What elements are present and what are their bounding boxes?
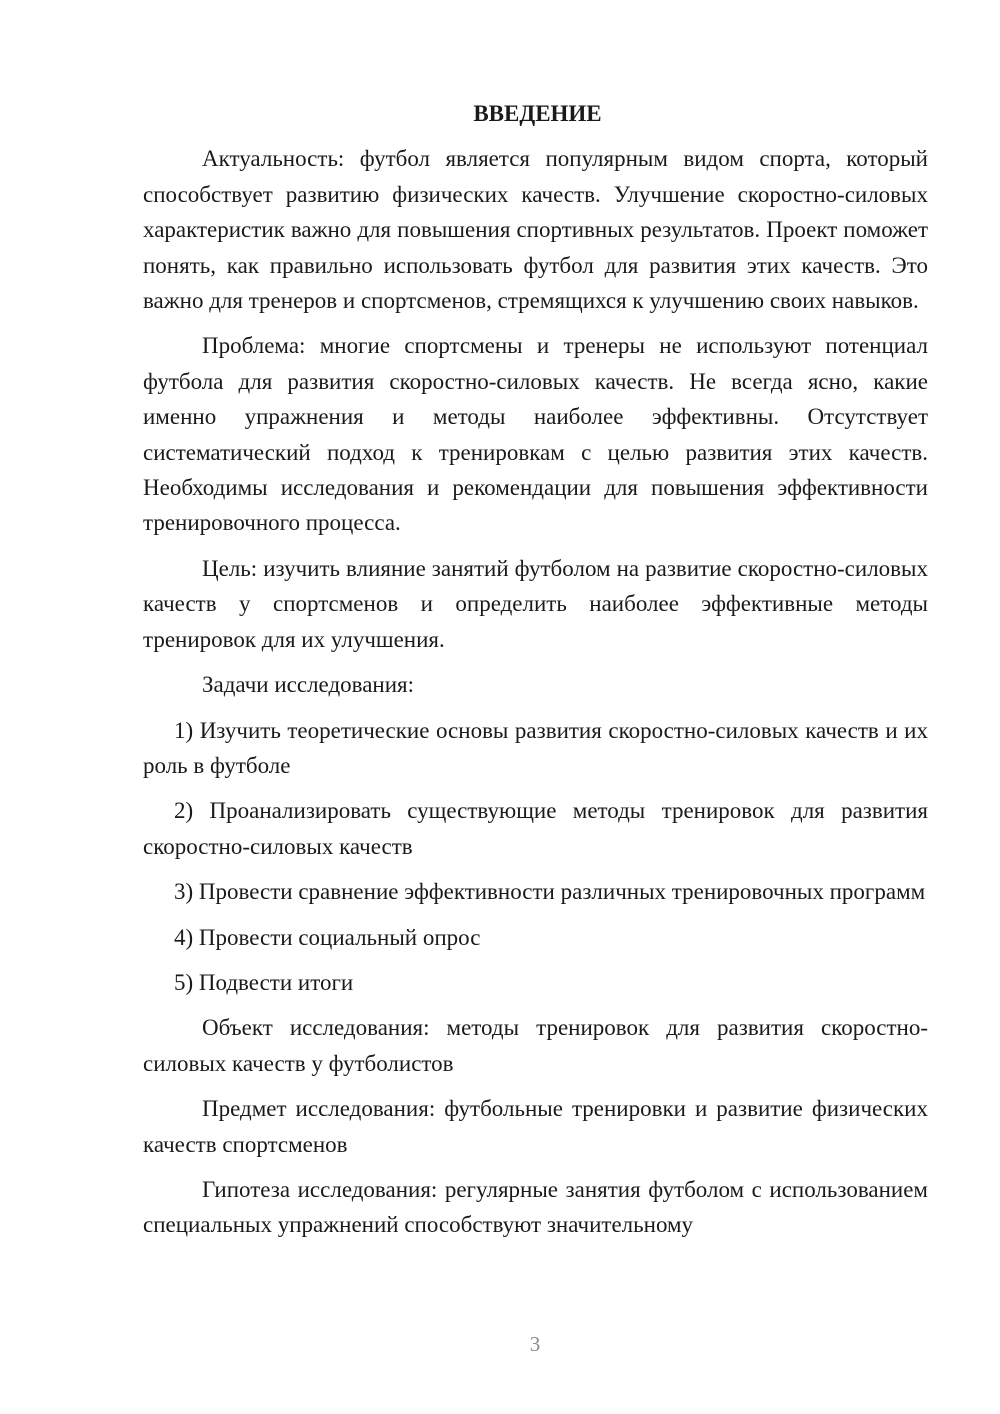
page-number: 3 (529, 1332, 541, 1356)
task-item-2: 2) Проанализировать существующие методы тренировок для развития скоростно-силовых качеств (143, 798, 928, 859)
task-item-1: 1) Изучить теоретические основы развития скоростно-силовых качеств и их роль в футболе (143, 717, 928, 778)
task-item-5: 5) Подвести итоги (174, 969, 354, 995)
relevance-paragraph: Актуальность: футбол является популярным видом спорта, который способствует развитию физических качеств. Улучшение скоростно-силовых характеристик важно для повышения спортивных результатов. Проект поможет понять, как правильно использовать футбол для развития этих качеств. Это важно для тренеров и спортсменов, стремящихся к улучшению своих навыков. (143, 146, 928, 314)
problem-paragraph: Проблема: многие спортсмены и тренеры не используют потенциал футбола для развития скоростно-силовых качеств. Не всегда ясно, какие именно упражнения и методы наиболее эффективны. Отсутствует систематический подход к тренировкам с целью развития этих качеств. Необходимы исследования и рекомендации для повышения эффективности тренировочного процесса. (143, 333, 928, 536)
goal-paragraph: Цель: изучить влияние занятий футболом на развитие скоростно-силовых качеств у спортсменов и определить наиболее эффективные методы тренировок для их улучшения. (143, 555, 928, 652)
subject-paragraph: Предмет исследования: футбольные тренировки и развитие физических качеств спортсменов (143, 1096, 928, 1157)
task-item-3: 3) Провести сравнение эффективности различных тренировочных программ (174, 879, 926, 905)
document-title: ВВЕДЕНИЕ (473, 101, 602, 126)
task-item-4: 4) Провести социальный опрос (174, 924, 481, 950)
tasks-heading: Задачи исследования: (202, 672, 415, 698)
object-paragraph: Объект исследования: методы тренировок для развития скоростно-силовых качеств у футболистов (143, 1015, 928, 1076)
hypothesis-paragraph: Гипотеза исследования: регулярные занятия футболом с использованием специальных упражнений способствуют значительному (143, 1176, 928, 1238)
document-page (143, 96, 928, 1253)
